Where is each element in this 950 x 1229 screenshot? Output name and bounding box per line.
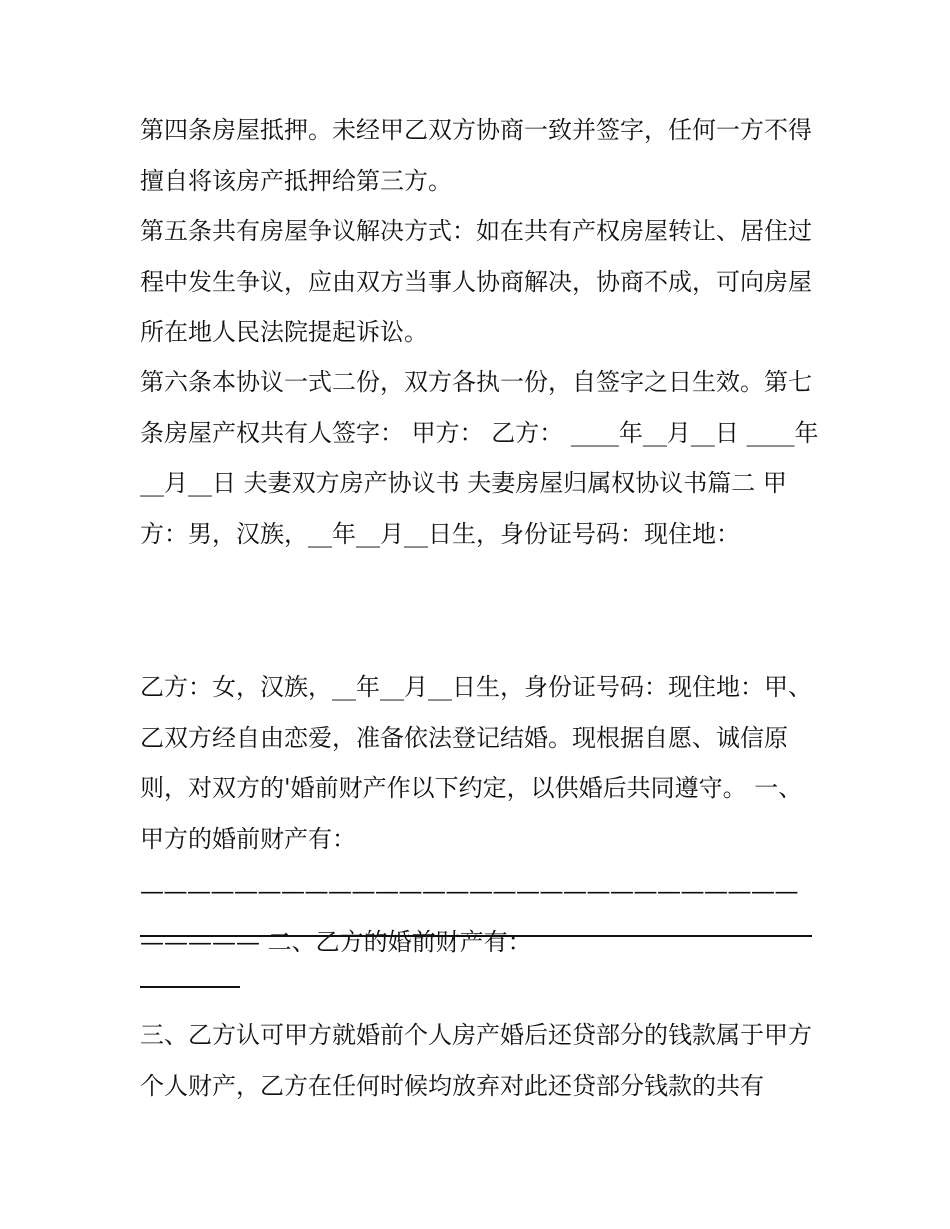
blank-underline-long <box>140 935 812 937</box>
paragraph-article-6-7: 第六条本协议一式二份，双方各执一份，自签字之日生效。第七条房屋产权共有人签字： 甲方： 乙方： ____年__月__日 ____年__月__日 夫妻双方房产协议书 夫妻房屋归属权协议书篇二 甲方：男，汉族，__年__月__日生，身份证号码：现住地： <box>140 368 819 548</box>
paragraph-party-b: 乙方：女，汉族，__年__月__日生，身份证号码：现住地：甲、乙双方经自由恋爱，准备依法登记结婚。现根据自愿、诚信原则，对双方的'婚前财产作以下约定，以供婚后共同遵守。 一、甲方的婚前财产有： <box>140 673 812 853</box>
paragraph-section-three: 三、乙方认可甲方就婚前个人房产婚后还贷部分的钱款属于甲方个人财产，乙方在任何时候均放弃对此还贷部分钱款的共有 <box>140 1021 812 1100</box>
paragraph-article-4: 第四条房屋抵押。未经甲乙双方协商一致并签字，任何一方不得擅自将该房产抵押给第三方。 <box>140 116 812 195</box>
section-two-heading: ————— 二、乙方的婚前财产有： <box>140 928 532 956</box>
document-page <box>140 105 820 1100</box>
paragraph-article-5: 第五条共有房屋争议解决方式：如在共有产权房屋转让、居住过程中发生争议，应由双方当事人协商解决，协商不成，可向房屋所在地人民法院提起诉讼。 <box>140 217 812 346</box>
blank-fill-line: ———————————————————————————— <box>140 877 798 905</box>
blank-underline-short <box>140 986 240 988</box>
